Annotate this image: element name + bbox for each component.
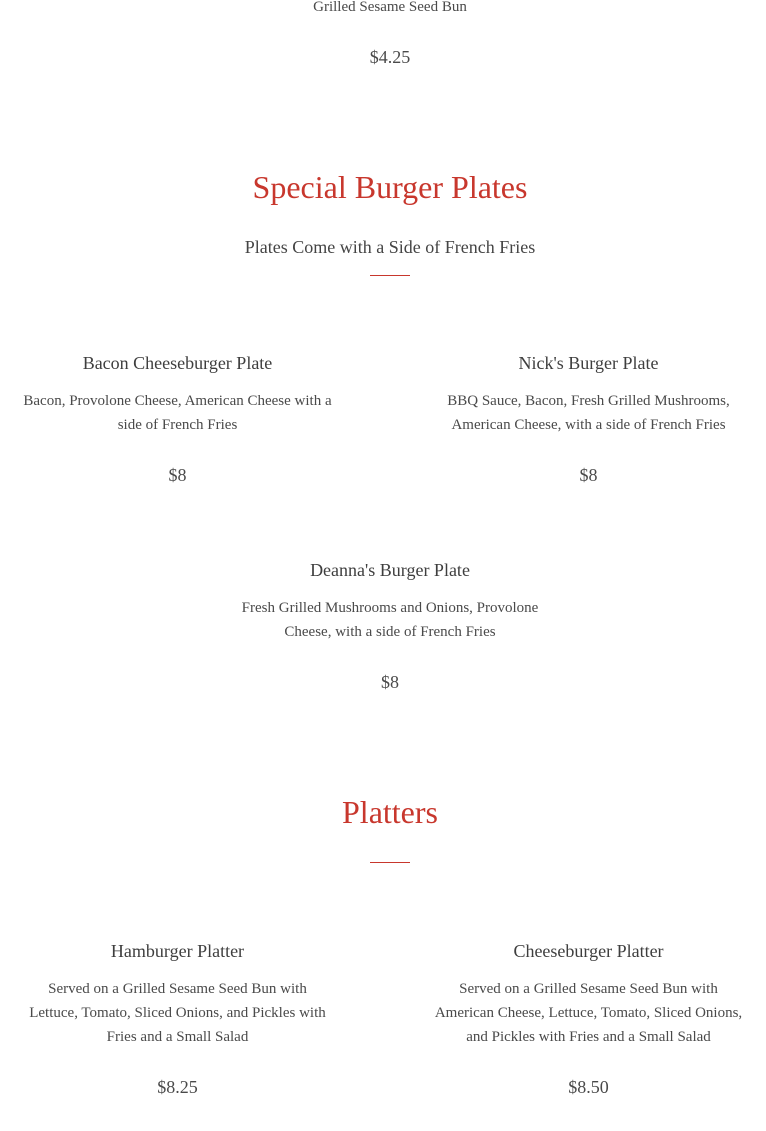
menu-item-description: BBQ Sauce, Bacon, Fresh Grilled Mushrooms, American Cheese, with a side of French Fries [447,393,730,433]
section-subtitle: Plates Come with a Side of French Fries [244,237,536,257]
menu-item-description: Served on a Grilled Sesame Seed Bun with American Cheese, Lettuce, Tomato, Sliced Onions, and Pickles with Fries and a Small Salad [434,981,743,1045]
menu-item-name: Nick's Burger Plate [518,353,659,373]
menu-item-name: Deanna's Burger Plate [310,560,470,580]
menu-item-name: Bacon Cheeseburger Plate [82,353,273,373]
menu-item-price: $8.50 [568,1077,609,1097]
menu-item-price: $8 [579,465,598,485]
menu-item-description: Bacon, Provolone Cheese, American Cheese with a side of French Fries [23,393,332,433]
section-divider [370,862,410,863]
menu-item-description: Served on a Grilled Sesame Seed Bun with Lettuce, Tomato, Sliced Onions, and Pickles with Fries and a Small Salad [29,981,326,1045]
menu-item-price: $8 [168,465,187,485]
menu-item-price: $8 [381,672,399,692]
menu-item-description: Grilled Sesame Seed Bun [313,0,467,15]
menu-item-price: $8.25 [157,1077,198,1097]
menu-item-name: Hamburger Platter [110,941,245,961]
section-title-special-burger-plates: Special Burger Plates [252,169,528,205]
menu-item-price: $4.25 [369,47,411,67]
section-title-platters: Platters [342,794,438,830]
menu-item-description: Fresh Grilled Mushrooms and Onions, Provolone Cheese, with a side of French Fries [241,600,539,640]
section-divider [370,275,410,276]
menu-item-name: Cheeseburger Platter [513,941,664,961]
